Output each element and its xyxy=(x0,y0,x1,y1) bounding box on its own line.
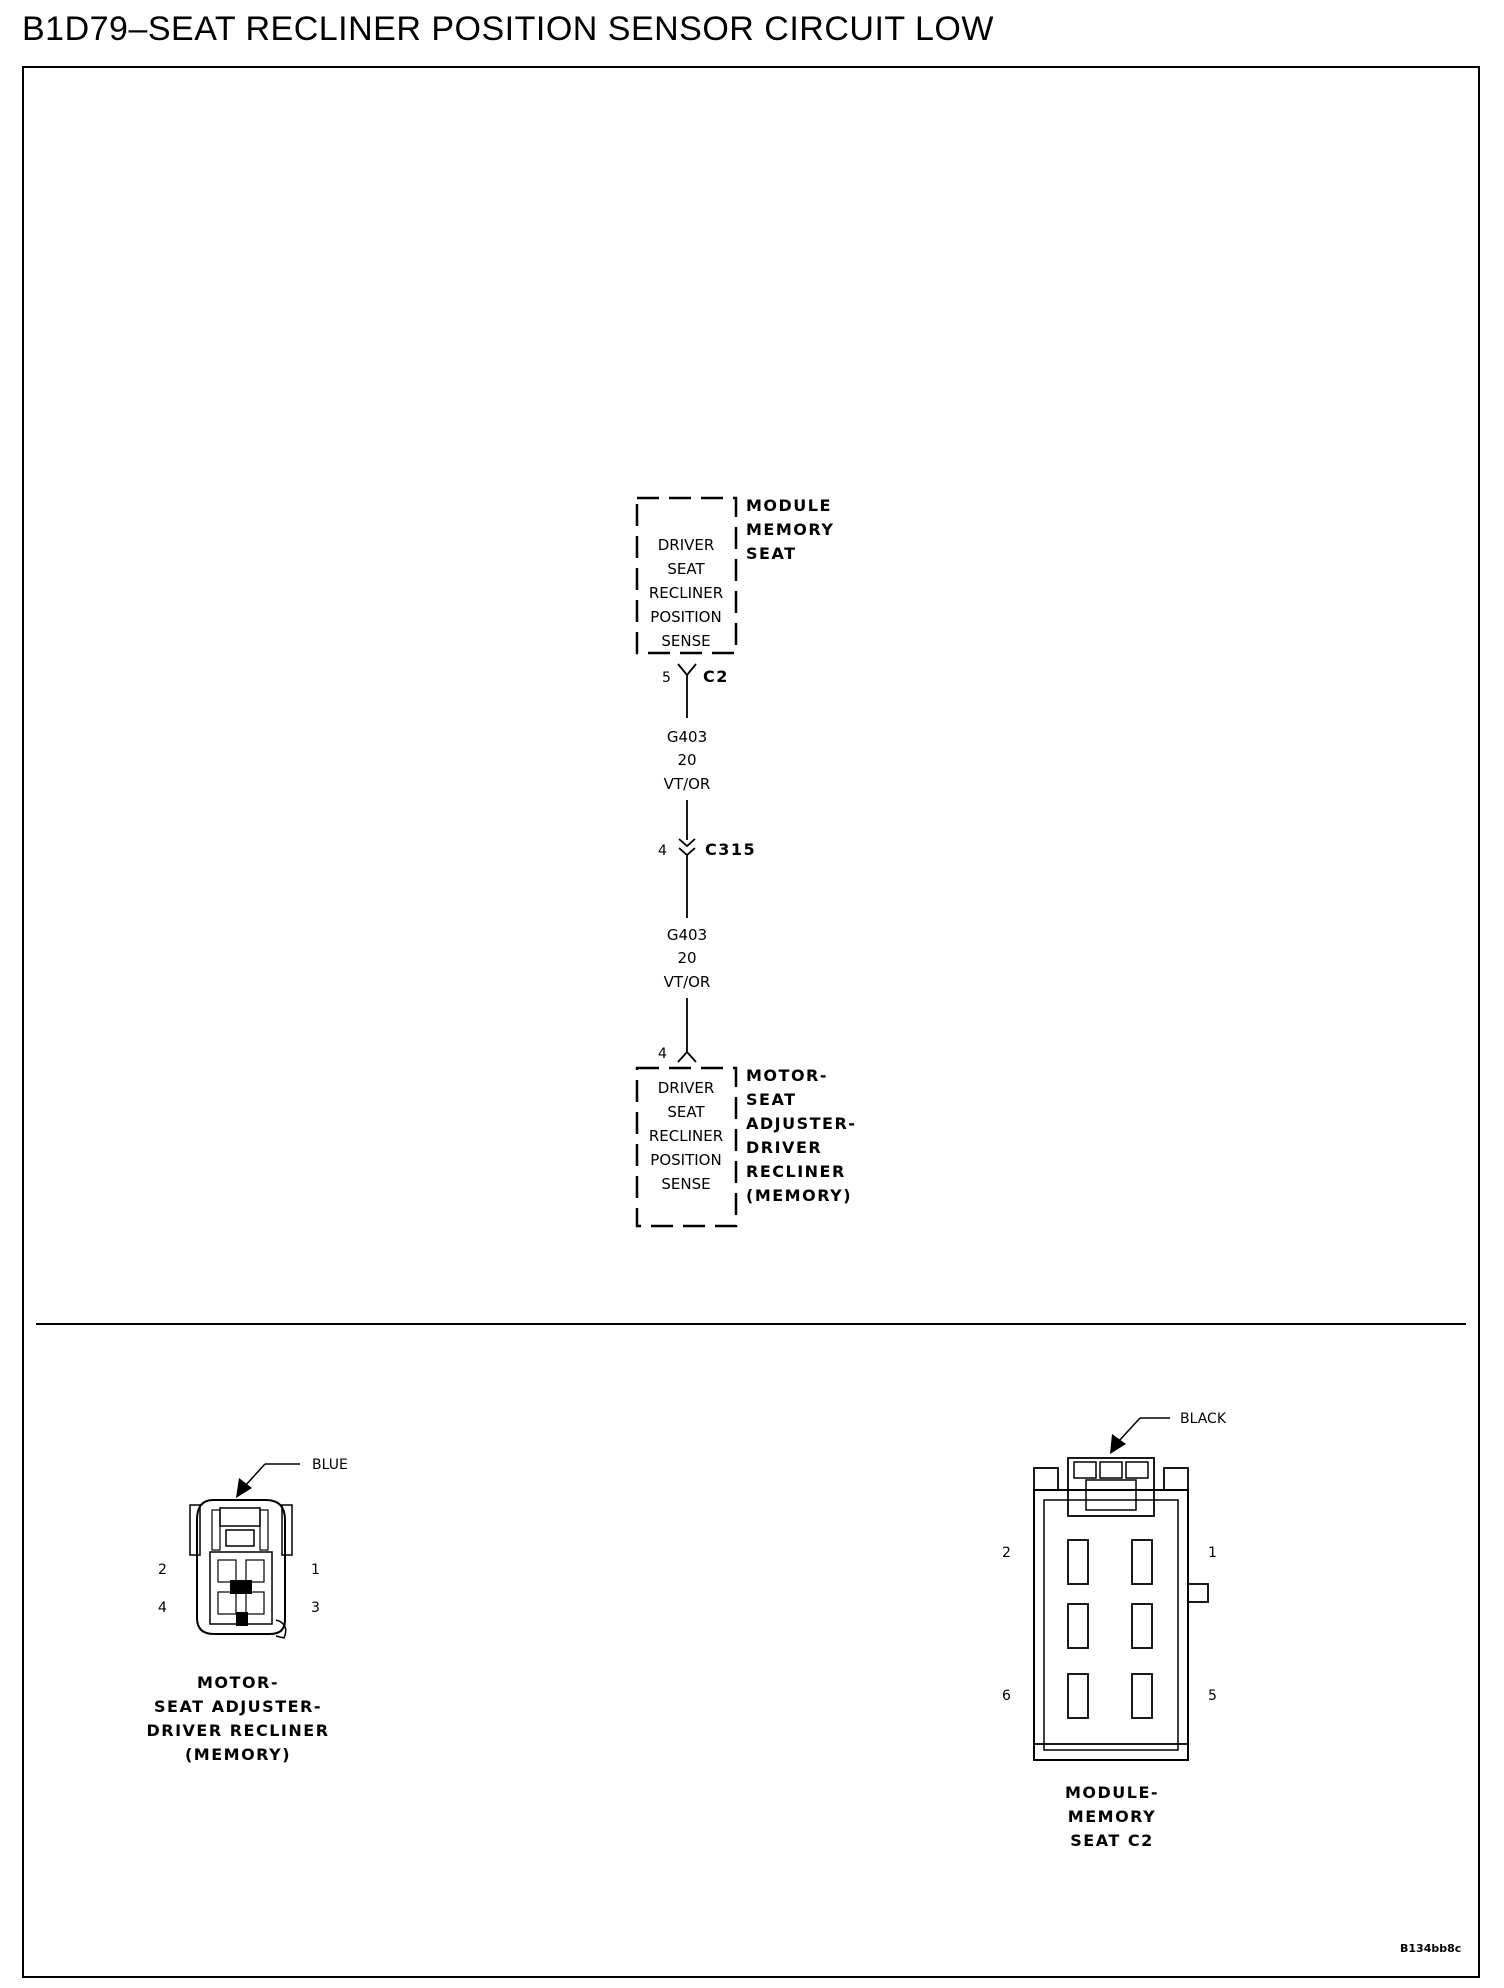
connector-motor xyxy=(658,1046,696,1062)
motor-label-1: MOTOR- xyxy=(746,1066,828,1085)
left-pin-1: 1 xyxy=(311,1562,320,1578)
wire1-circuit: G403 xyxy=(666,728,708,746)
c315-connector-name: C315 xyxy=(705,840,757,859)
right-pin-1: 1 xyxy=(1208,1545,1217,1561)
module-box-line-2: SEAT xyxy=(667,560,705,578)
motor-box-line-2: SEAT xyxy=(667,1103,705,1121)
motor-label-4: DRIVER xyxy=(746,1138,823,1157)
page-title: B1D79–SEAT RECLINER POSITION SENSOR CIRCUIT LOW xyxy=(22,10,994,48)
motor-box-line-4: POSITION xyxy=(650,1151,722,1169)
wire1-gauge: 20 xyxy=(677,751,697,769)
motor-box-line-5: SENSE xyxy=(661,1175,711,1193)
motor-label-6: (MEMORY) xyxy=(746,1186,853,1205)
c2-pin-number: 5 xyxy=(662,670,671,686)
module-box-line-1: DRIVER xyxy=(657,536,715,554)
motor-label-3: ADJUSTER- xyxy=(746,1114,857,1133)
right-caption-2: MEMORY xyxy=(1067,1807,1157,1826)
right-pin-5: 5 xyxy=(1208,1688,1217,1704)
c2-connector-name: C2 xyxy=(703,667,729,686)
module-box-line-5: SENSE xyxy=(661,632,711,650)
left-caption-2: SEAT ADJUSTER- xyxy=(153,1697,323,1716)
wire2-gauge: 20 xyxy=(677,949,697,967)
motor-pin-number: 4 xyxy=(658,1046,667,1062)
connector-c315 xyxy=(658,839,756,859)
motor-label-5: RECLINER xyxy=(746,1162,846,1181)
module-label-3: SEAT xyxy=(746,544,797,563)
left-caption-4: (MEMORY) xyxy=(184,1745,292,1764)
c315-pin-number: 4 xyxy=(658,843,667,859)
connector-view-motor xyxy=(146,1457,347,1764)
connector-c2 xyxy=(662,664,729,686)
motor-seat-adjuster-component xyxy=(637,1066,856,1226)
right-caption-3: SEAT C2 xyxy=(1070,1831,1154,1850)
figure-id: B134bb8c xyxy=(1400,1942,1462,1955)
right-pin-2: 2 xyxy=(1002,1545,1011,1561)
module-box-line-4: POSITION xyxy=(650,608,722,626)
module-label-1: MODULE xyxy=(746,496,832,515)
module-memory-seat-component xyxy=(637,496,834,653)
motor-box-line-1: DRIVER xyxy=(657,1079,715,1097)
left-caption-1: MOTOR- xyxy=(197,1673,279,1692)
left-pin-2: 2 xyxy=(158,1562,167,1578)
left-pin-3: 3 xyxy=(311,1600,320,1616)
blue-color-label: BLUE xyxy=(312,1457,348,1473)
module-label-2: MEMORY xyxy=(746,520,835,539)
connector-view-module-c2 xyxy=(1002,1411,1227,1850)
right-pin-6: 6 xyxy=(1002,1688,1011,1704)
motor-label-2: SEAT xyxy=(746,1090,797,1109)
left-caption-3: DRIVER RECLINER xyxy=(146,1721,330,1740)
module-box-line-3: RECLINER xyxy=(648,584,724,602)
wire2-color: VT/OR xyxy=(663,973,711,991)
left-pin-4: 4 xyxy=(158,1600,167,1616)
wire2-circuit: G403 xyxy=(666,926,708,944)
motor-box-line-3: RECLINER xyxy=(648,1127,724,1145)
right-caption-1: MODULE- xyxy=(1064,1783,1160,1802)
wire1-color: VT/OR xyxy=(663,775,711,793)
black-color-label: BLACK xyxy=(1180,1411,1227,1427)
